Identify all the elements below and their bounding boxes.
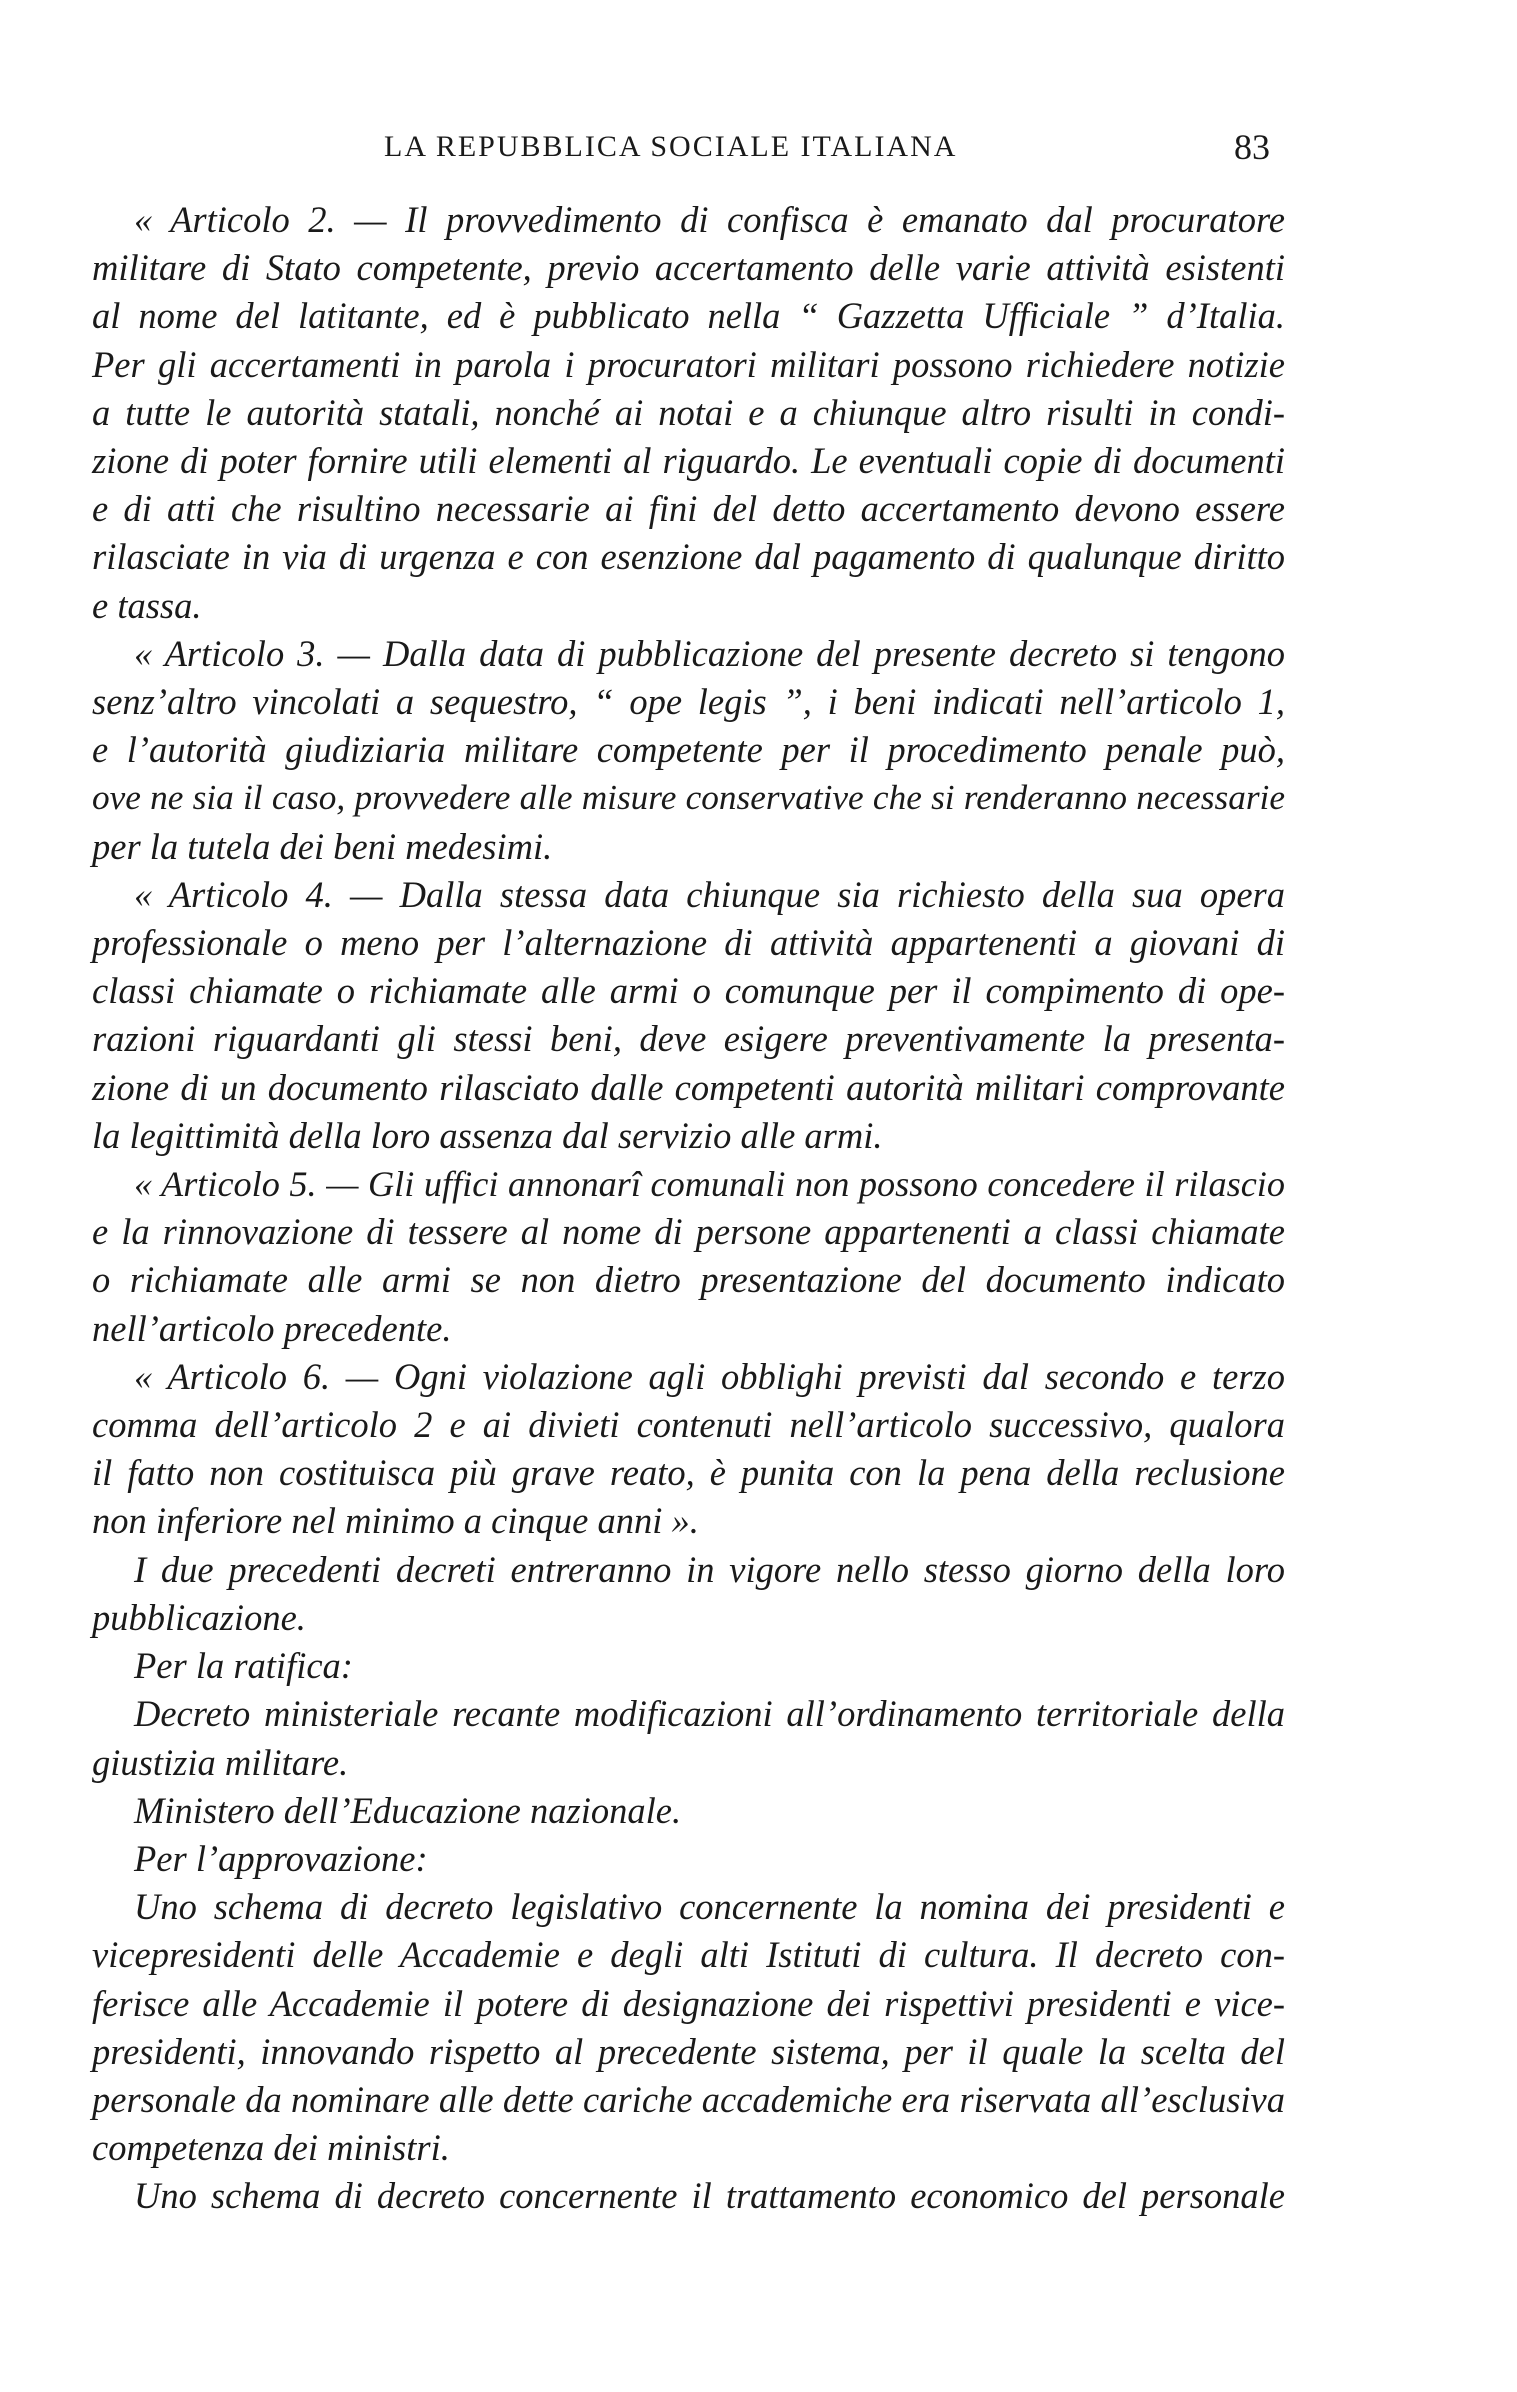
text-line: razioni riguardanti gli stessi beni, deve esigere preventivamente la presenta- bbox=[92, 1018, 1285, 1060]
text-line: il fatto non costituisca più grave reato, è punita con la pena della reclusione bbox=[92, 1452, 1285, 1494]
text-line: al nome del latitante, ed è pubblicato nella “ Gazzetta Ufficiale ” d’Italia. bbox=[92, 295, 1285, 337]
text-line: zione di un documento rilasciato dalle competenti autorità militari comprovante bbox=[92, 1066, 1285, 1108]
text-line: Decreto ministeriale recante modificazioni all’ordinamento territoriale della bbox=[134, 1693, 1285, 1735]
text-line: Uno schema di decreto concernente il trattamento economico del personale bbox=[134, 2175, 1285, 2217]
text-line: competenza dei ministri. bbox=[92, 2127, 450, 2169]
text-line: senz’altro vincolati a sequestro, “ ope legis ”, i beni indicati nell’articolo 1, bbox=[92, 681, 1285, 723]
text-line: o richiamate alle armi se non dietro presentazione del documento indicato bbox=[92, 1259, 1285, 1301]
text-line: vicepresidenti delle Accademie e degli alti Istituti di cultura. Il decreto con- bbox=[92, 1934, 1285, 1976]
text-line: per la tutela dei beni medesimi. bbox=[92, 825, 553, 867]
text-line: « Articolo 5. — Gli uffici annonarî comunali non possono concedere il rilascio bbox=[134, 1164, 1285, 1205]
text-line: e di atti che risultino necessarie ai fini del detto accertamento devono essere bbox=[92, 488, 1285, 530]
text-line: zione di poter fornire utili elementi al riguardo. Le eventuali copie di documenti bbox=[92, 440, 1285, 482]
text-line: rilasciate in via di urgenza e con esenzione dal pagamento di qualunque diritto bbox=[92, 536, 1285, 578]
text-line: Ministero dell’Educazione nazionale. bbox=[134, 1789, 682, 1831]
text-line: professionale o meno per l’alternazione di attività appartenenti a giovani di bbox=[92, 922, 1285, 964]
text-line: non inferiore nel minimo a cinque anni ». bbox=[92, 1500, 699, 1542]
page-number: 83 bbox=[1234, 127, 1270, 167]
text-line: « Articolo 4. — Dalla stessa data chiunque sia richiesto della sua opera bbox=[134, 873, 1285, 915]
text-line: ferisce alle Accademie il potere di designazione dei rispettivi presidenti e vice- bbox=[92, 1982, 1285, 2024]
text-line: Per l’approvazione: bbox=[134, 1837, 428, 1879]
text-line: presidenti, innovando rispetto al precedente sistema, per il quale la scelta del bbox=[92, 2030, 1285, 2072]
text-line: personale da nominare alle dette cariche accademiche era riservata all’esclusiva bbox=[92, 2078, 1285, 2120]
text-line: comma dell’articolo 2 e ai divieti contenuti nell’articolo successivo, qualora bbox=[92, 1404, 1285, 1446]
running-head: LA REPUBBLICA SOCIALE ITALIANA bbox=[384, 130, 958, 163]
text-line: Per gli accertamenti in parola i procuratori militari possono richiedere notizie bbox=[92, 343, 1285, 385]
text-line: militare di Stato competente, previo accertamento delle varie attività esistenti bbox=[92, 247, 1285, 289]
text-line: Per la ratifica: bbox=[134, 1645, 353, 1687]
text-line: la legittimità della loro assenza dal servizio alle armi. bbox=[92, 1114, 883, 1156]
text-line: nell’articolo precedente. bbox=[92, 1307, 452, 1349]
text-line: « Articolo 6. — Ogni violazione agli obblighi previsti dal secondo e terzo bbox=[134, 1355, 1285, 1397]
text-line: « Articolo 2. — Il provvedimento di confisca è emanato dal procuratore bbox=[134, 199, 1285, 240]
text-line: « Articolo 3. — Dalla data di pubblicazione del presente decreto si tengono bbox=[134, 632, 1285, 674]
text-line: e l’autorità giudiziaria militare competente per il procedimento penale può, bbox=[92, 729, 1285, 771]
text-line: Uno schema di decreto legislativo concernente la nomina dei presidenti e bbox=[134, 1886, 1285, 1928]
text-line: ove ne sia il caso, provvedere alle misure conservative che si renderanno necessarie bbox=[92, 778, 1285, 818]
text-line: classi chiamate o richiamate alle armi o comunque per il compimento di ope- bbox=[92, 970, 1285, 1012]
text-line: giustizia militare. bbox=[92, 1741, 349, 1783]
text-line: a tutte le autorità statali, nonché ai notai e a chiunque altro risulti in condi- bbox=[92, 391, 1285, 433]
text-line: e tassa. bbox=[92, 584, 202, 626]
text-line: pubblicazione. bbox=[92, 1596, 306, 1638]
text-line: e la rinnovazione di tessere al nome di persone appartenenti a classi chiamate bbox=[92, 1211, 1285, 1253]
text-line: I due precedenti decreti entreranno in vigore nello stesso giorno della loro bbox=[134, 1548, 1285, 1590]
body-text bbox=[92, 196, 1285, 2221]
